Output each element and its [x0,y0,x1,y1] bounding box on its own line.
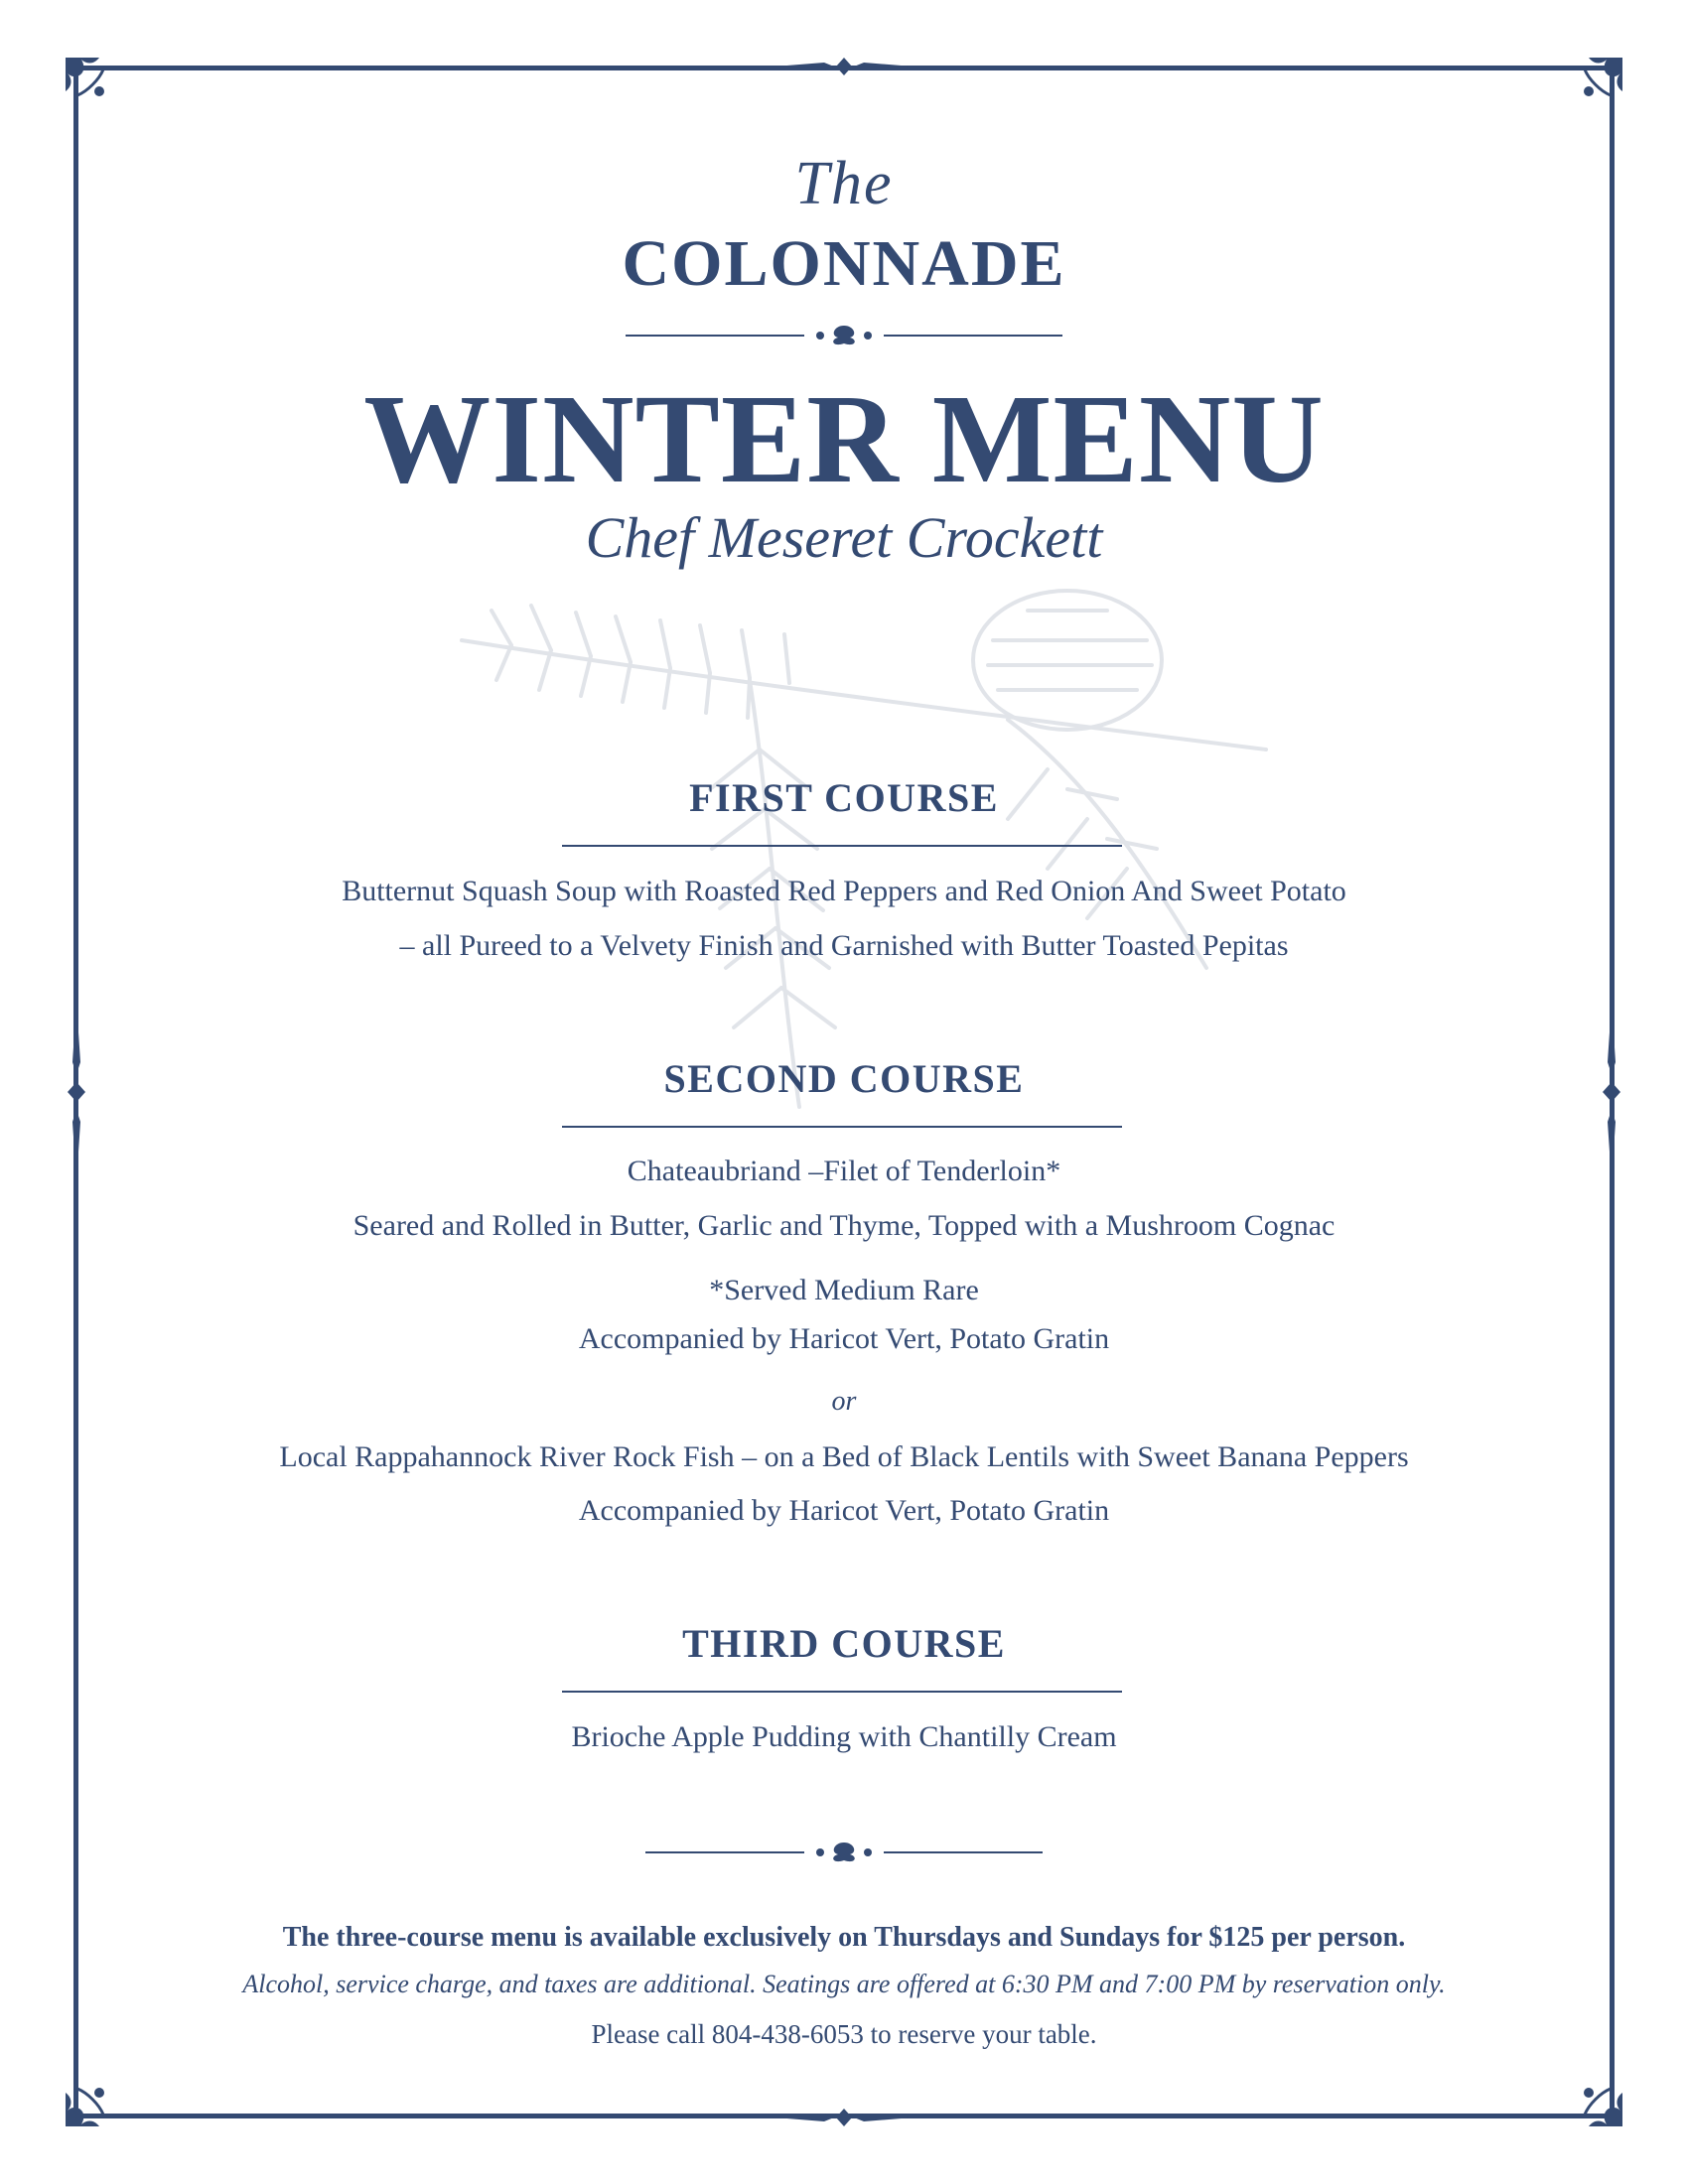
second-course-line: Seared and Rolled in Butter, Garlic and Thyme, Topped with a Mushroom Cognac [352,1209,1336,1242]
corner-flourish-icon [60,52,139,131]
scroll-divider-icon [626,322,1062,349]
reservation-text: Please call 804-438-6053 to reserve your table. [591,2019,1097,2049]
top-border-ornament-icon [774,56,914,77]
second-course-rule [562,1126,1122,1128]
second-course-heading: SECOND COURSE [663,1056,1025,1101]
restaurant-name: COLONNADE [622,227,1066,300]
second-course-line: *Served Medium Rare [709,1274,979,1306]
offer-text: The three-course menu is available exclusively on Thursdays and Sundays for $125 per person. [282,1922,1406,1953]
third-course-rule [562,1691,1122,1693]
corner-flourish-icon [1549,2053,1628,2132]
second-course-line: Accompanied by Haricot Vert, Potato Gratin [578,1494,1110,1527]
bottom-border-ornament-icon [774,2107,914,2128]
third-course-line: Brioche Apple Pudding with Chantilly Cream [571,1720,1117,1753]
first-course-heading: FIRST COURSE [689,775,999,820]
masthead-the: The [794,150,894,217]
course-option-or: or [831,1386,857,1417]
corner-flourish-icon [1549,52,1628,131]
terms-text: Alcohol, service charge, and taxes are additional. Seatings are offered at 6:30 PM and 7:00 PM by reservation only. [242,1970,1446,1998]
scroll-divider-icon [645,1839,1043,1866]
corner-flourish-icon [60,2053,139,2132]
third-course-heading: THIRD COURSE [682,1621,1006,1666]
first-course-rule [562,845,1122,847]
second-course-line: Local Rappahannock River Rock Fish – on a Bed of Black Lentils with Sweet Banana Peppers [279,1440,1409,1473]
second-course-line: Chateaubriand –Filet of Tenderloin* [627,1155,1061,1187]
pine-branch-illustration [452,551,1286,1117]
second-course-line: Accompanied by Haricot Vert, Potato Gratin [578,1322,1110,1355]
chef-name: Chef Meseret Crockett [585,505,1103,570]
first-course-line: – all Pureed to a Velvety Finish and Garnished with Butter Toasted Pepitas [399,929,1289,962]
first-course-line: Butternut Squash Soup with Roasted Red Peppers and Red Onion And Sweet Potato [342,875,1346,907]
menu-title: WINTER MENU [363,368,1325,509]
